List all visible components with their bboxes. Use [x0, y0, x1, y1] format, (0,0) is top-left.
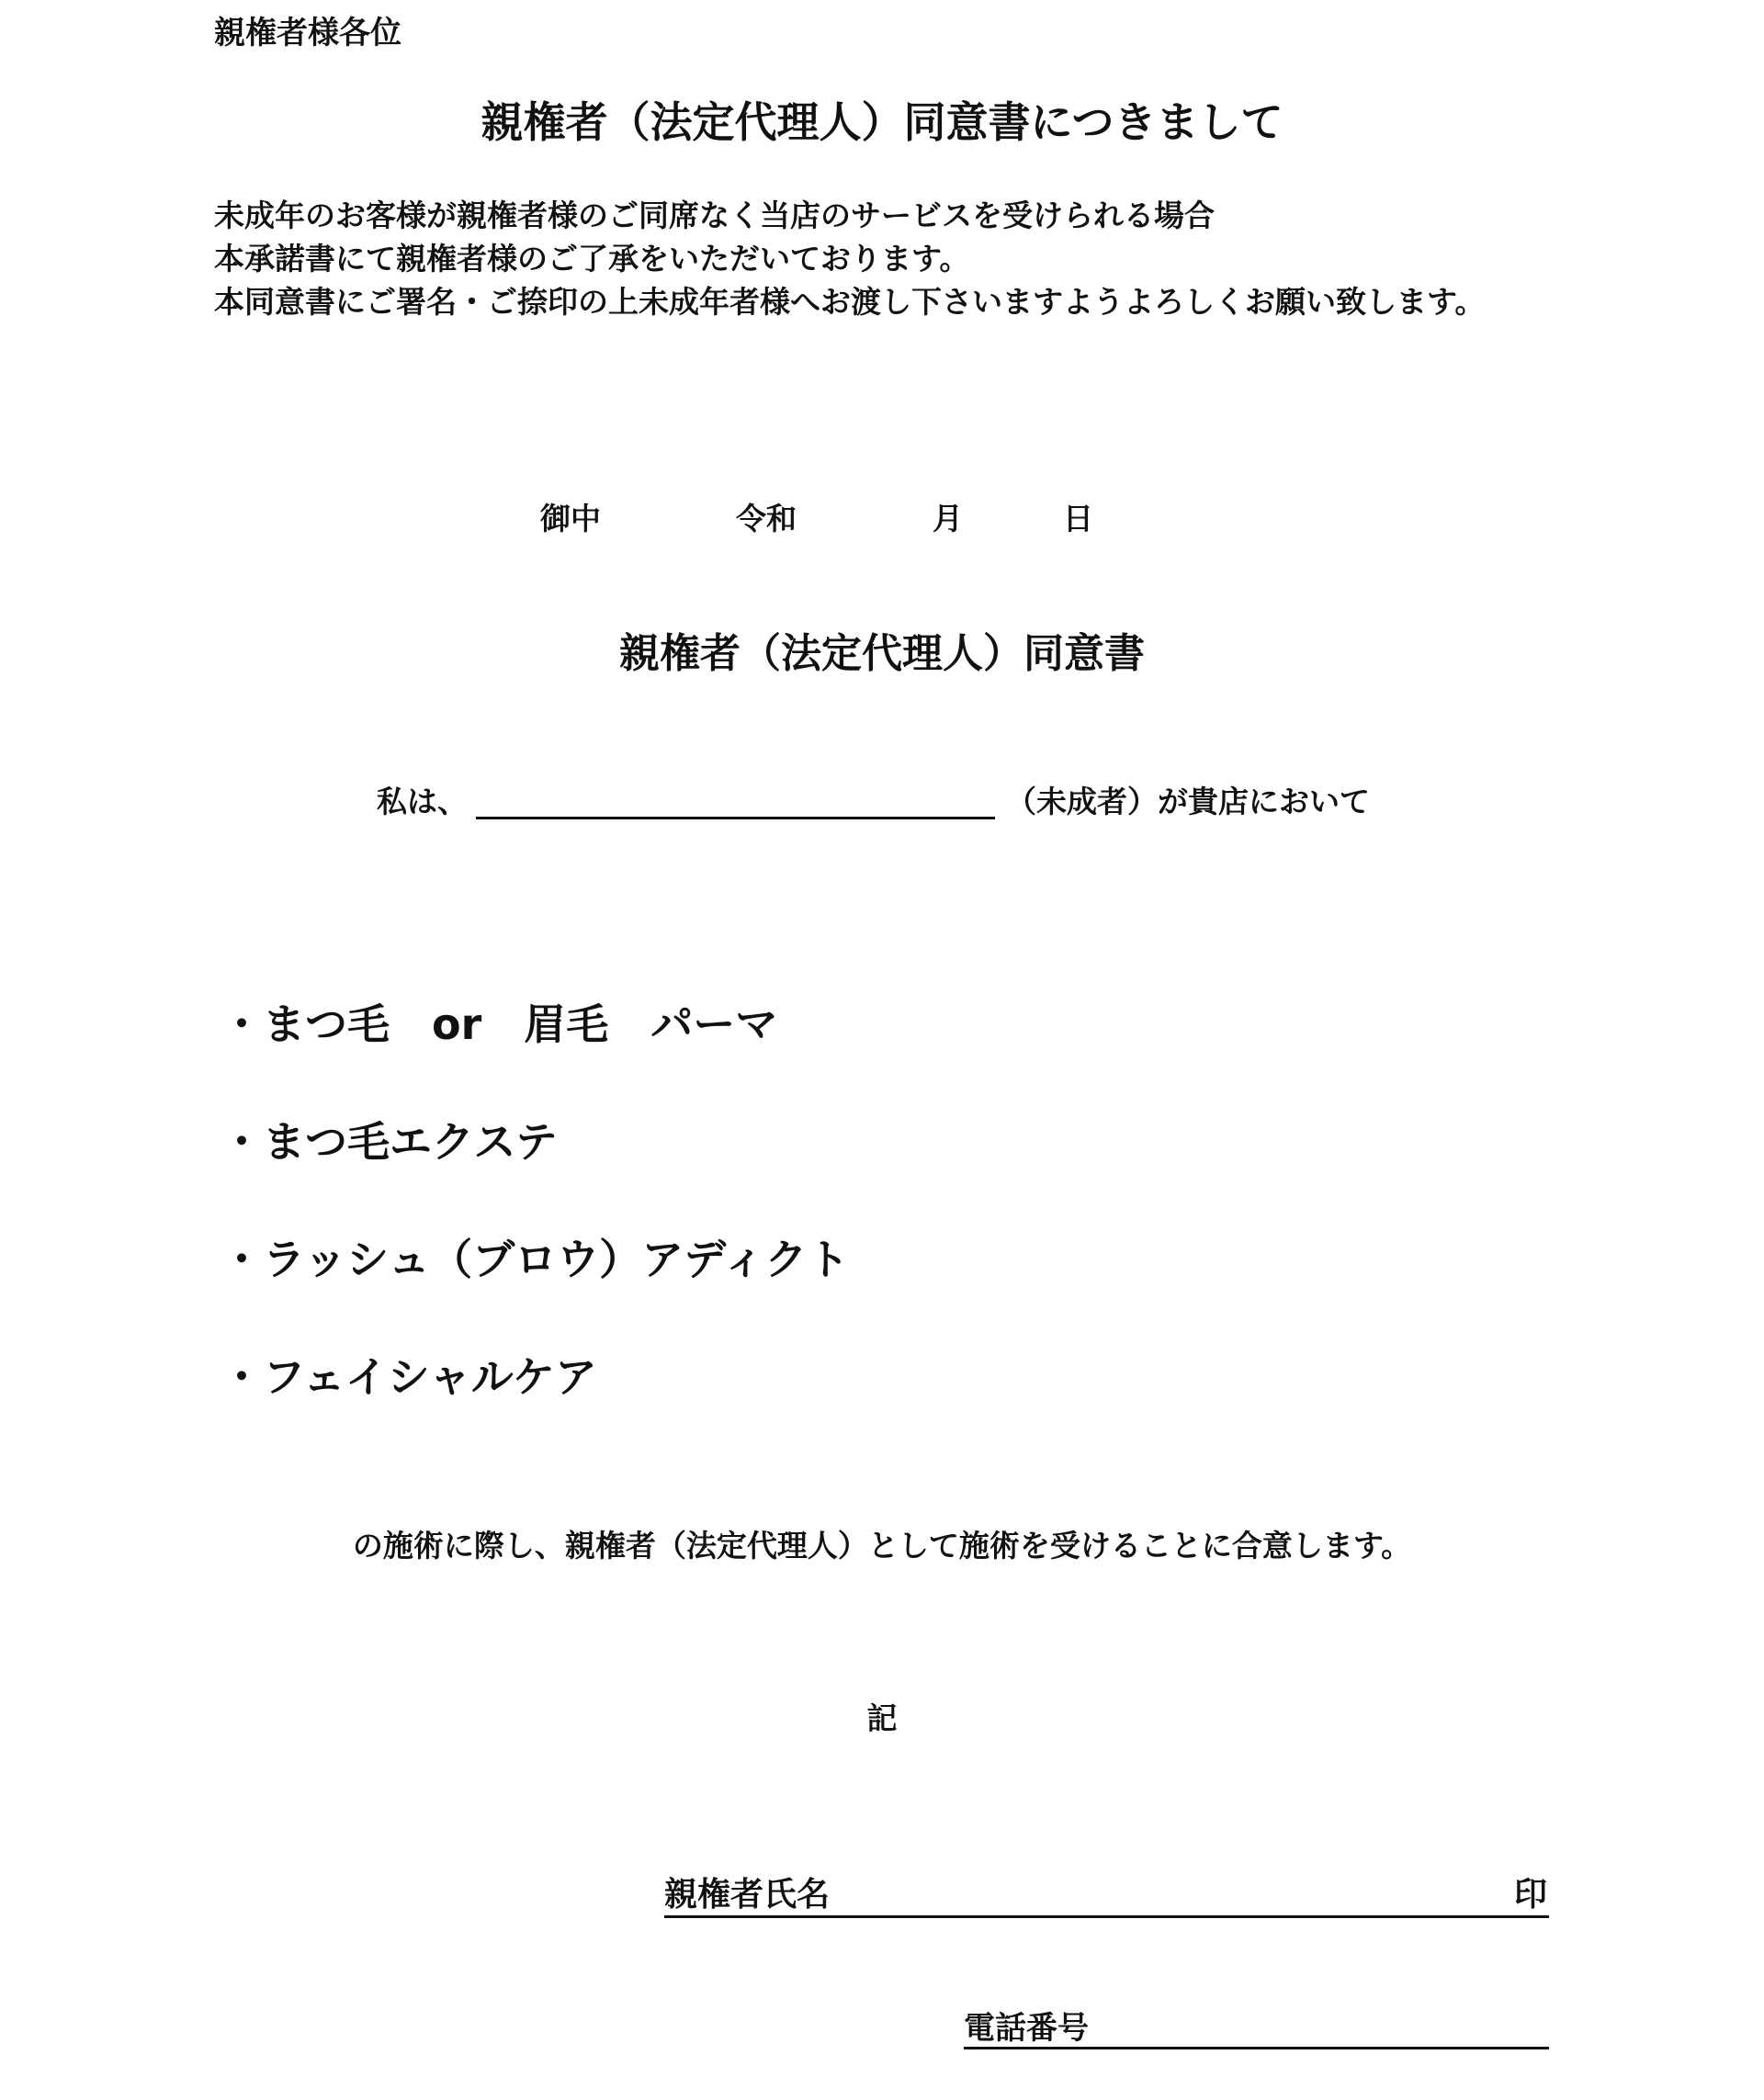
- minor-name-blank[interactable]: [476, 817, 995, 819]
- consent-suffix: （未成者）が貴店において: [1006, 784, 1370, 819]
- parent-name-label: 親権者氏名: [664, 1876, 831, 1914]
- consent-prefix: 私は、: [377, 784, 468, 819]
- ki-marker: 記: [866, 1700, 898, 1736]
- month-label: 月: [933, 501, 963, 536]
- seal-label: 印: [1514, 1876, 1548, 1914]
- phone-blank[interactable]: [964, 2047, 1549, 2049]
- intro-paragraph: [214, 194, 1537, 323]
- addressee: 親権者様各位: [214, 15, 401, 51]
- era-label: 令和: [736, 501, 797, 536]
- intro-line: 未成年のお客様が親権者様のご同席なく当店のサービスを受けられる場合: [214, 198, 1215, 233]
- parent-name-blank[interactable]: [664, 1915, 1549, 1918]
- service-item-facial: ・フェイシャルケア: [220, 1352, 597, 1402]
- onchu-label: 御中: [540, 501, 601, 536]
- service-item-perm: ・まつ毛 or 眉毛 パーマ: [220, 999, 778, 1049]
- intro-line: 本承諾書にて親権者様のご了承をいただいております。: [214, 241, 970, 277]
- day-label: 日: [1063, 501, 1093, 536]
- service-item-addict: ・ラッシュ（ブロウ）アディクト: [220, 1235, 850, 1284]
- intro-line: 本同意書にご署名・ご捺印の上未成年者様へお渡し下さいますようよろしくお願い致します。: [214, 284, 1486, 320]
- agreement-statement: の施術に際し、親権者（法定代理人）として施術を受けることに合意します。: [352, 1528, 1412, 1564]
- service-item-extension: ・まつ毛エクステ: [220, 1117, 558, 1167]
- phone-label: 電話番号: [964, 2010, 1089, 2047]
- service-list: [220, 997, 849, 1467]
- form-title: 親権者（法定代理人）同意書: [619, 630, 1145, 677]
- page-title: 親権者（法定代理人）同意書につきまして: [481, 97, 1283, 147]
